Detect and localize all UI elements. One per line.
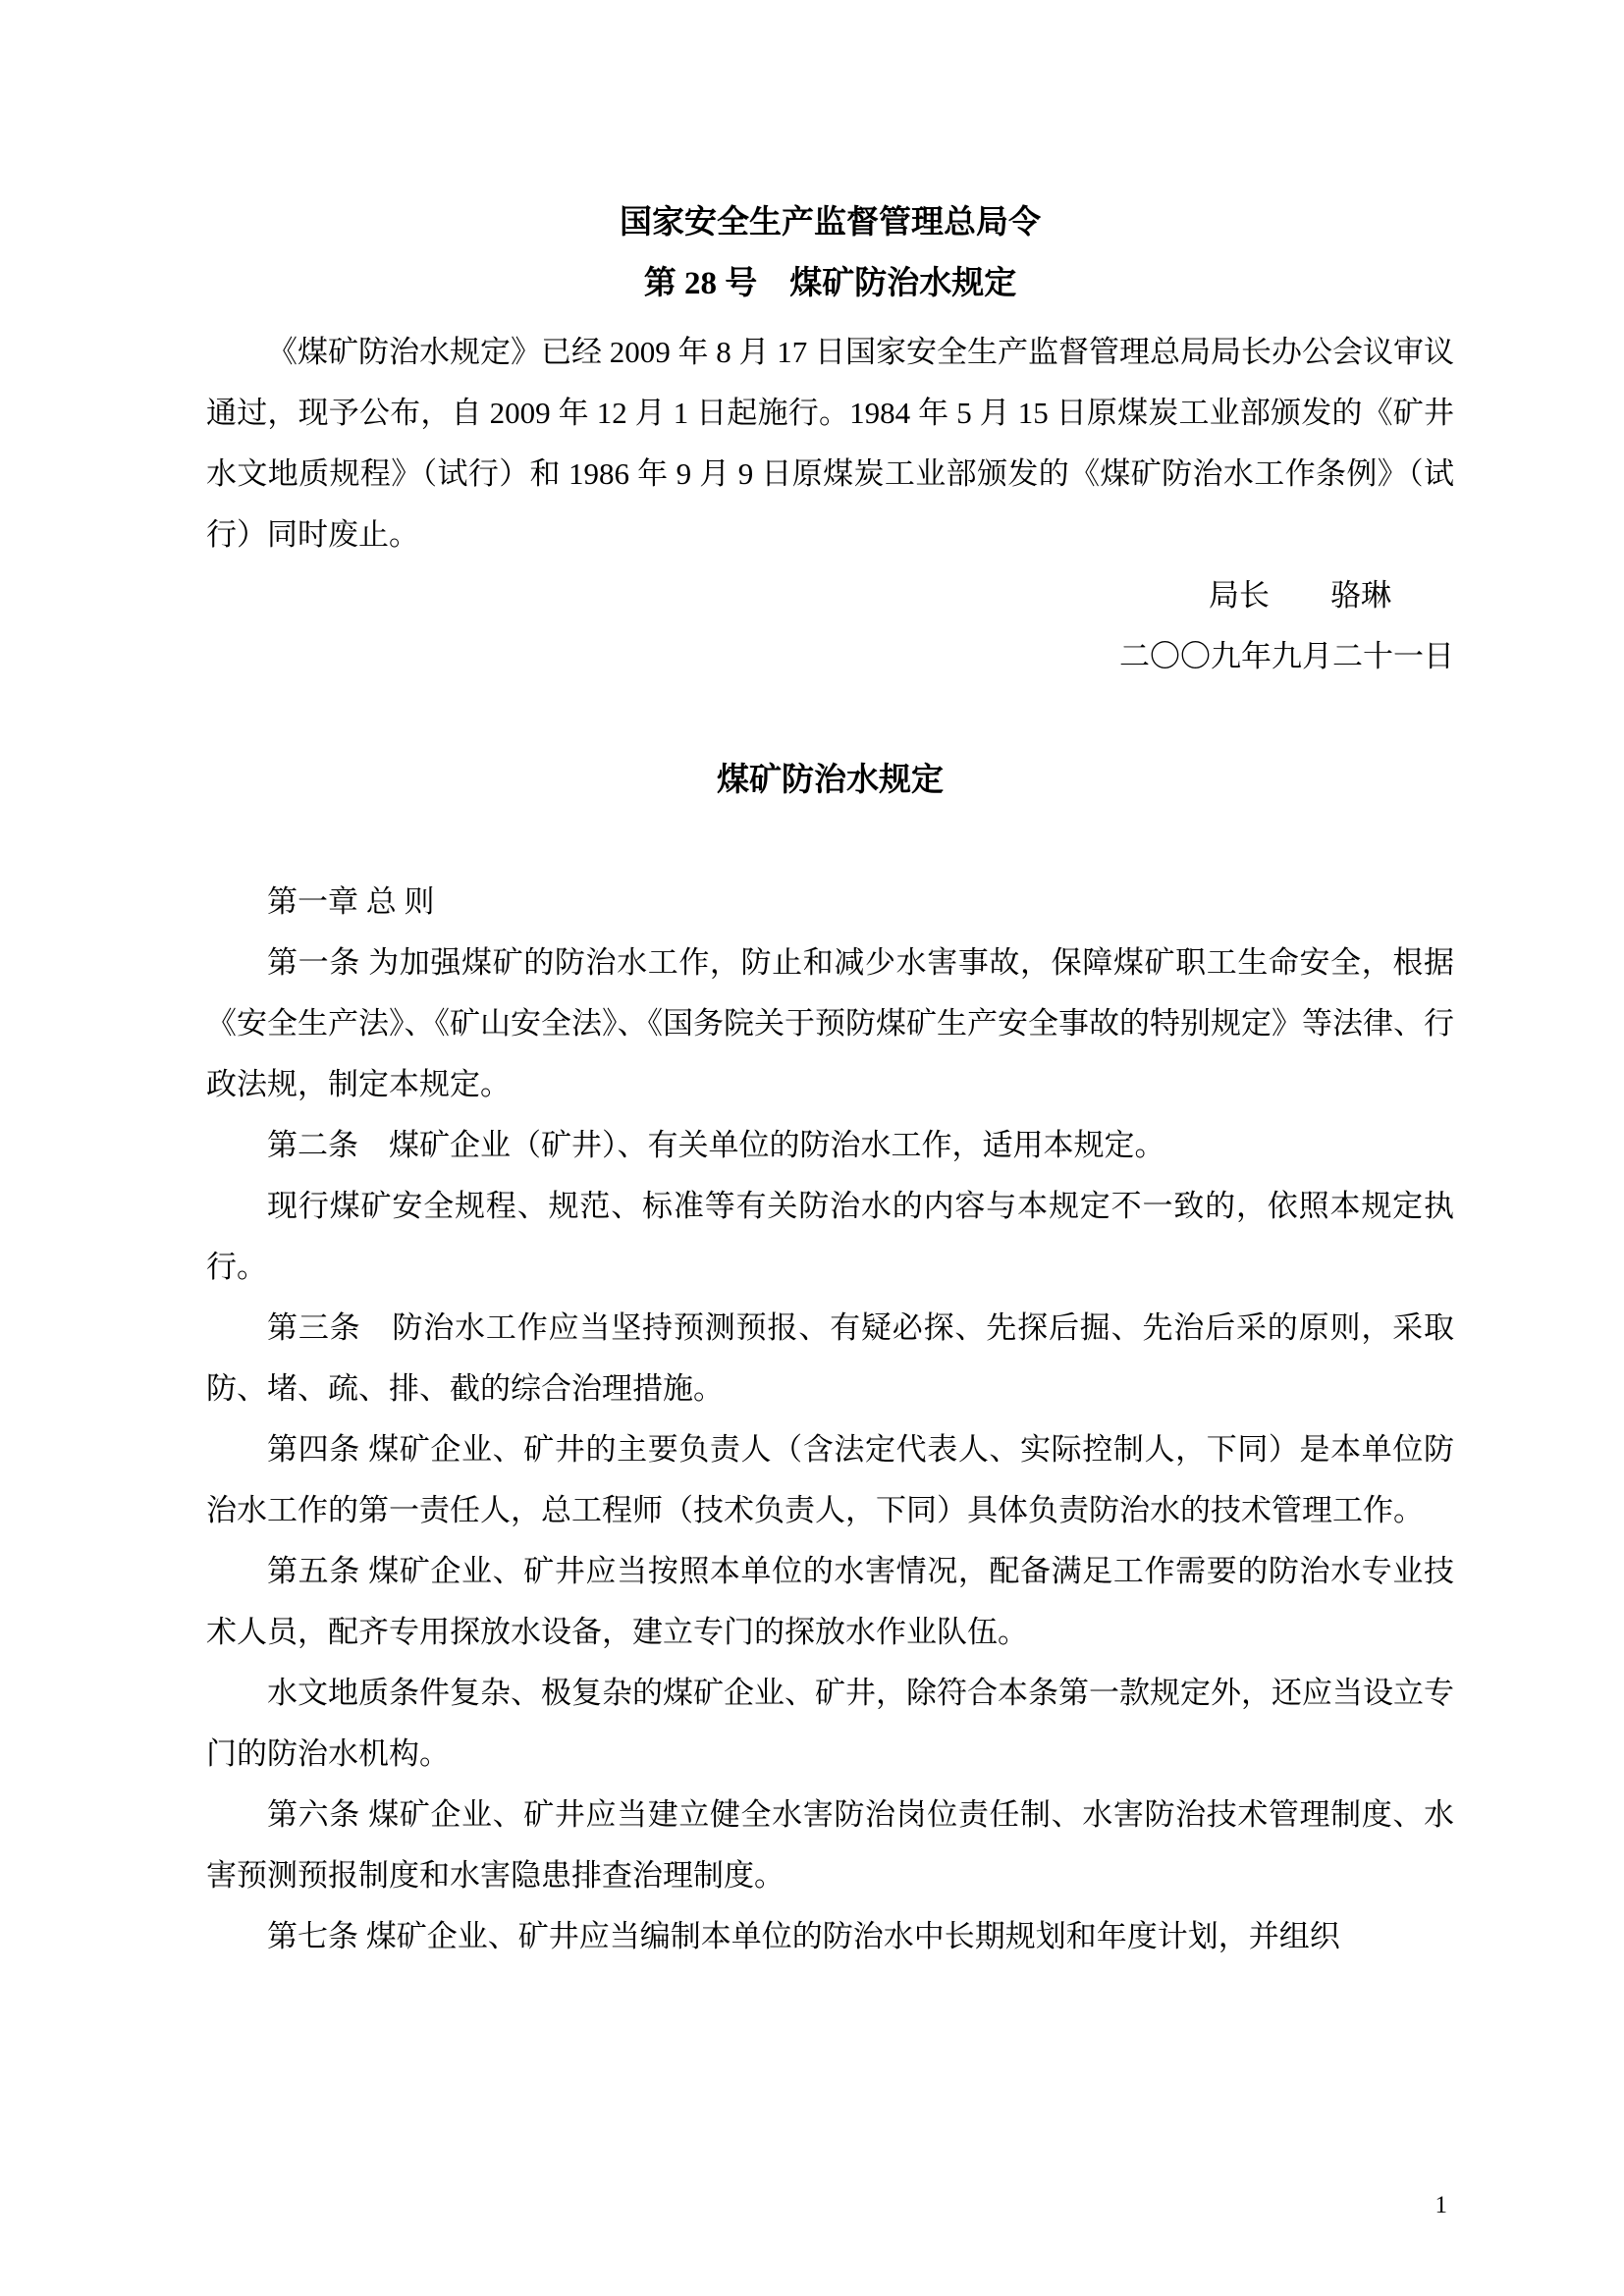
article-3-paragraph: 第三条 防治水工作应当坚持预测预报、有疑必探、先探后掘、先治后采的原则，采取防、堵、疏、排、截的综合治理措施。: [206, 1310, 1454, 1406]
signature-line: 局长 骆琳: [1209, 578, 1391, 613]
article-4-paragraph: 第四条 煤矿企业、矿井的主要负责人（含法定代表人、实际控制人，下同）是本单位防治水工作的第一责任人，总工程师（技术负责人，下同）具体负责防治水的技术管理工作。: [206, 1432, 1454, 1527]
page-number: 1: [1435, 2192, 1447, 2218]
article-7-paragraph: 第七条 煤矿企业、矿井应当编制本单位的防治水中长期规划和年度计划，并组织: [267, 1919, 1340, 1953]
preamble-section: [206, 322, 1454, 687]
article-1-paragraph: 第一条 为加强煤矿的防治水工作，防止和减少水害事故，保障煤矿职工生命安全，根据《安全生产法》、《矿山安全法》、《国务院关于预防煤矿生产安全事故的特别规定》等法律、行政法规，制定本规定。: [206, 945, 1454, 1101]
article-5-continuation-paragraph: 水文地质条件复杂、极复杂的煤矿企业、矿井，除符合本条第一款规定外，还应当设立专门的防治水机构。: [206, 1676, 1454, 1771]
article-6-paragraph: 第六条 煤矿企业、矿井应当建立健全水害防治岗位责任制、水害防治技术管理制度、水害预测预报制度和水害隐患排查治理制度。: [206, 1797, 1454, 1893]
chapter-1-section: [206, 872, 1454, 1967]
document-subtitle: 第 28 号 煤矿防治水规定: [643, 266, 1017, 301]
regulation-title: 煤矿防治水规定: [717, 763, 944, 798]
article-2-paragraph: 第二条 煤矿企业（矿井）、有关单位的防治水工作，适用本规定。: [267, 1128, 1165, 1162]
chapter-heading: 第一章 总 则: [267, 884, 435, 919]
article-2-continuation-paragraph: 现行煤矿安全规程、规范、标准等有关防治水的内容与本规定不一致的，依照本规定执行。: [206, 1189, 1454, 1284]
article-5-paragraph: 第五条 煤矿企业、矿井应当按照本单位的水害情况，配备满足工作需要的防治水专业技术人员，配齐专用探放水设备，建立专门的探放水作业队伍。: [206, 1554, 1454, 1649]
document-title: 国家安全生产监督管理总局令: [620, 205, 1041, 240]
preamble-paragraph: 《煤矿防治水规定》已经 2009 年 8 月 17 日国家安全生产监督管理总局局长办公会议审议通过，现予公布，自 2009 年 12 月 1 日起施行。1984 年 5 月 15 日原煤炭工业部颁发的《矿井水文地质规程》（试行）和 1986 年 9 月 9 日原煤炭工业部颁发的《煤矿防治水工作条例》（试行）同时废止。: [206, 335, 1454, 552]
document-header: [206, 192, 1454, 314]
signature-date: 二〇〇九年九月二十一日: [1119, 639, 1454, 673]
